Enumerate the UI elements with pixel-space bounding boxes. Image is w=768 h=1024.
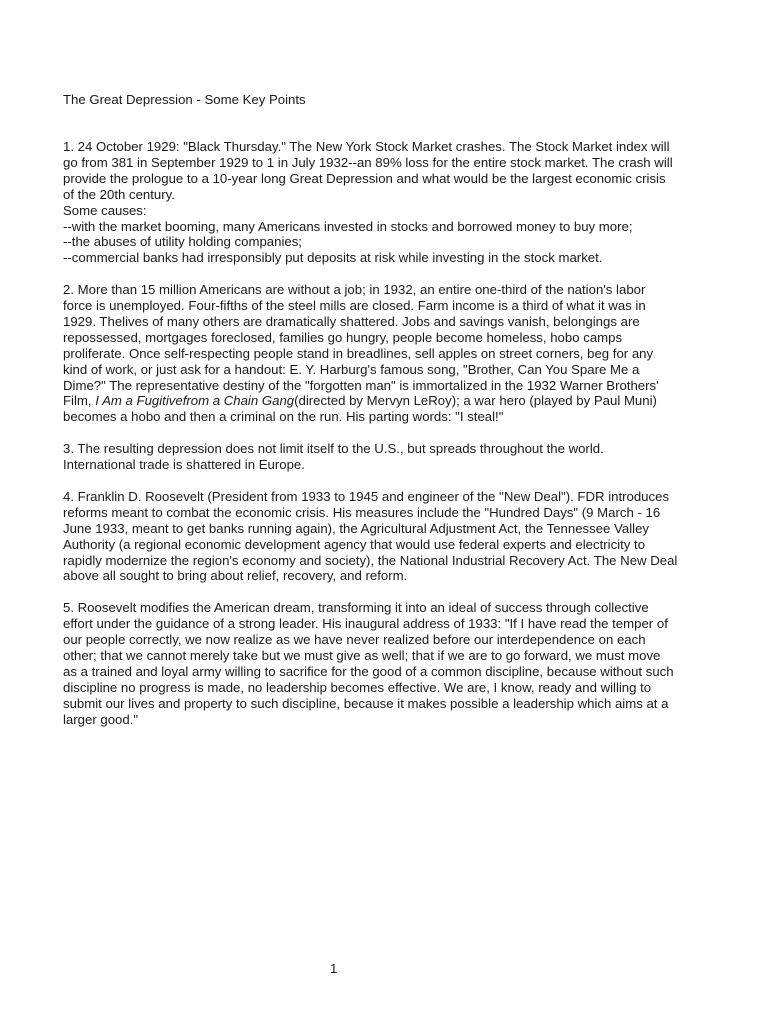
text-line: Dime?" The representative destiny of the "forgotten man" is immortalized in the 1932 Warner Brothers' <box>63 377 659 393</box>
page-number: 1 <box>330 961 338 976</box>
film-line-suffix: (directed by Mervyn LeRoy); a war hero (played by Paul Muni) <box>294 393 657 409</box>
paragraph-4-new-deal <box>63 489 703 584</box>
text-line: effort under the guidance of a strong leader. His inaugural address of 1933: "If I have read the temper of <box>63 616 668 632</box>
text-line: kind of work, or just ask for a handout: E. Y. Harburg's famous song, "Brother, Can You Spare Me a <box>63 361 640 377</box>
text-line: becomes a hobo and then a criminal on the run. His parting words: "I steal!" <box>63 409 504 425</box>
text-line: rapidly modernize the region's economy and society), the National Industrial Recovery Act. The New Deal <box>63 552 678 568</box>
text-line: International trade is shattered in Europe. <box>63 457 305 473</box>
text-line: our people correctly, we now realize as we have never realized before our interdependence on each <box>63 632 646 648</box>
text-line: 4. Franklin D. Roosevelt (President from 1933 to 1945 and engineer of the "New Deal"). FDR introduces <box>63 488 670 504</box>
paragraph-1-black-thursday <box>63 139 703 266</box>
text-line: above all sought to bring about relief, recovery, and reform. <box>63 568 408 584</box>
film-line-prefix: Film, <box>63 393 96 409</box>
text-line: other; that we cannot merely take but we must give as well; that if we are to go forward, we must move <box>63 647 661 663</box>
text-line: go from 381 in September 1929 to 1 in July 1932--an 89% loss for the entire stock market. The crash will <box>63 154 673 170</box>
film-title: I Am a Fugitivefrom a Chain Gang <box>95 393 295 409</box>
text-line: --the abuses of utility holding companies; <box>63 234 302 250</box>
text-line: 3. The resulting depression does not limit itself to the U.S., but spreads throughout the world. <box>63 441 604 457</box>
text-line: force is unemployed. Four-fifths of the steel mills are closed. Farm income is a third of what it was in <box>63 298 646 314</box>
text-line: provide the prologue to a 10-year long Great Depression and what would be the largest economic crisis <box>63 170 666 186</box>
paragraph-2-unemployment <box>63 282 703 425</box>
document-title: The Great Depression - Some Key Points <box>63 92 306 107</box>
text-line: of the 20th century. <box>63 186 175 202</box>
text-line: submit our lives and property to such discipline, because it makes possible a leadership which aims at a <box>63 695 669 711</box>
text-line: as a trained and loyal army willing to sacrifice for the good of a common discipline, because without such <box>63 663 674 679</box>
text-line: Some causes: <box>63 202 147 218</box>
text-line: repossessed, mortgages foreclosed, families go hungry, people become homeless, hobo camps <box>63 329 623 345</box>
text-line: 1929. Thelives of many others are dramatically shattered. Jobs and savings vanish, belongings are <box>63 313 640 329</box>
text-line: --commercial banks had irresponsibly put deposits at risk while investing in the stock market. <box>63 250 603 266</box>
text-line: reforms meant to combat the economic crisis. His measures include the "Hundred Days" (9 March - 16 <box>63 504 661 520</box>
paragraph-5-american-dream <box>63 600 703 727</box>
text-line: Authority (a regional economic development agency that would use federal experts and electricity to <box>63 536 646 552</box>
document-body <box>63 139 703 743</box>
text-line: --with the market booming, many Americans invested in stocks and borrowed money to buy more; <box>63 218 633 234</box>
text-line: discipline no progress is made, no leadership becomes effective. We are, I know, ready and willing to <box>63 679 652 695</box>
text-line: 5. Roosevelt modifies the American dream, transforming it into an ideal of success through collective <box>63 600 649 616</box>
text-line: 1. 24 October 1929: "Black Thursday." The New York Stock Market crashes. The Stock Market index will <box>63 139 670 154</box>
paragraph-3-worldwide <box>63 441 703 473</box>
text-line: 2. More than 15 million Americans are without a job; in 1932, an entire one-third of the nation's labor <box>63 282 646 298</box>
text-line: June 1933, meant to get banks running again), the Agricultural Adjustment Act, the Tennessee Valley <box>63 520 649 536</box>
text-line: larger good." <box>63 711 139 727</box>
film-line <box>63 393 703 409</box>
text-line: proliferate. Once self-respecting people stand in breadlines, sell apples on street corners, beg for any <box>63 345 654 361</box>
